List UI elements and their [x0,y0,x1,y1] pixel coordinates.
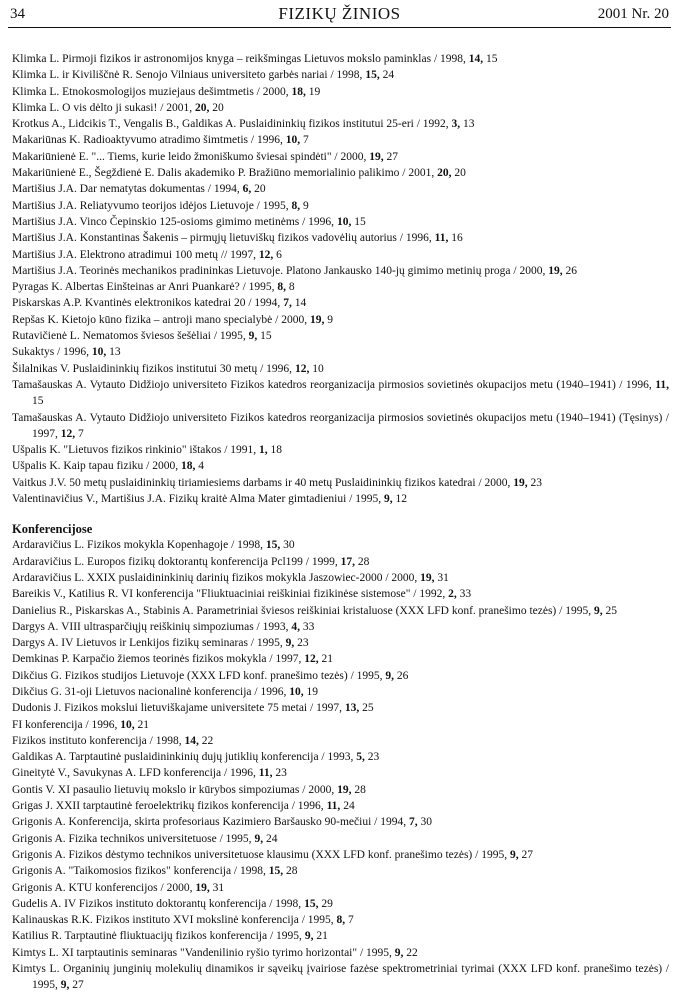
bibliography-entry [12,279,669,295]
entry-text: Grigas J. XXII tarptautinė feroelektrikų fizikos konferencija / 1996, [12,800,324,813]
journal-title: FIZIKŲ ŽINIOS [278,4,401,23]
entry-text: Krotkus A., Lidcikis T., Vengalis B., Galdikas A. Puslaidininkių fizikos institutui 25-eri / 1992, [12,118,449,131]
bibliography-entry [12,554,669,570]
issue-number: 10, [120,718,135,731]
bibliography-entry [12,312,669,328]
bibliography-entry [12,198,669,214]
issue-number: 9, [593,604,603,617]
page-ref: 15 [32,395,44,408]
bibliography-entry [12,651,669,667]
issue-number: 18, [180,460,196,473]
page-ref: 8 [286,281,295,294]
page-ref: 15 [351,215,366,228]
bibliography-entry [12,230,669,246]
page-ref: 21 [134,718,150,731]
issue-number: 19, [309,313,325,326]
entry-text: Martišius J.A. Teorinės mechanikos pradininkas Lietuvoje. Platono Jankausko 140-jų gimimo metinių proga / 2000, [12,264,546,277]
page-number: 34 [10,6,25,22]
page-ref: 21 [318,653,333,666]
bibliography-entry [12,132,669,148]
page-ref: 13 [106,346,121,359]
page-ref: 7 [300,134,309,147]
issue-number: 14, [184,734,199,747]
entry-text: Sukaktys / 1996, [12,346,89,359]
entry-text: Ardaravičius L. Fizikos mokykla Kopenhagoje / 1998, [12,539,264,552]
entry-text: Martišius J.A. Konstantinas Šakenis – pirmųjų lietuviškų fizikos vadovėlių autorius / 1996, [12,232,432,245]
entry-text: Gudelis A. IV Fizikos instituto doktorantų konferencija / 1998, [12,897,302,910]
issue-number: 11, [326,800,341,813]
entry-text: Dargys A. VIII ultrasparčiųjų reiškinių simpoziumas / 1993, [12,620,289,633]
entry-text: Dikčius G. 31-oji Lietuvos nacionalinė konferencija / 1996, [12,685,287,698]
issue-number: 19, [548,264,563,277]
entry-text: Rutavičienė L. Nematomos šviesos šešėliai / 1995, [12,330,246,343]
entry-text: Klimka L. O vis dėlto ji sukasi! / 2001, [12,101,193,114]
bibliography-entry [12,945,669,961]
bibliography-entry [12,165,669,181]
bibliography-entry [12,928,669,944]
issue-number: 19, [420,571,435,584]
entry-text: Ardaravičius L. Europos fizikų doktorantų konferencija Pcl199 / 1999, [12,555,338,568]
issue-number: 9, [304,930,314,943]
bibliography-entry [12,700,669,716]
issue-number: 5, [356,751,365,764]
issue-number: 9, [509,848,519,861]
entry-text: Grigonis A. "Taikomosios fizikos" konferencija / 1998, [12,865,266,878]
page-ref: 24 [263,832,278,845]
issue-number: 9, [60,979,70,992]
entry-text: Makariūnas K. Radioaktyvumo atradimo šimtmetis / 1996, [12,134,283,147]
entry-text: Danielius R., Piskarskas A., Stabinis A. Parametriniai šviesos reiškiniai kristaluose (XXX LFD konf. pranešimo tezės) / 1995, [12,604,592,617]
issue-number: 12, [258,248,274,261]
entry-text: Klimka L. Etnokosmologijos muziejaus dešimtmetis / 2000, [12,85,289,98]
bibliography-entry [12,149,669,165]
bibliography-entry [12,570,669,586]
bibliography-entry [12,442,669,458]
page-ref: 25 [602,604,617,617]
page-ref: 15 [257,330,272,343]
entry-text: Tamašauskas A. Vytauto Didžiojo universiteto Fizikos katedros reorganizacija pirmosios sovietinės okupacijos metu (1940–1941) / 1996, [12,378,652,391]
bibliography-entry [12,116,669,132]
page-ref: 28 [283,865,298,878]
page-ref: 23 [294,637,309,650]
entry-text: Kimtys L. Organinių junginių molekulių dinamikos ir sąveikų įvairiose fazėse spektrometriniai tyrimai (XXX LFD konf. pranešimo tezės) / 1995, [12,963,669,992]
bibliography-entry [12,831,669,847]
entry-text: Grigonis A. Fizika technikos universitetuose / 1995, [12,832,252,845]
bibliography-entry [12,586,669,602]
issue-number: 19, [337,783,352,796]
page-ref: 26 [394,669,409,682]
issue-number: 11, [655,378,669,391]
entry-text: Ardaravičius L. XXIX puslaidininkinių darinių fizikos mokykla Jaszowiec-2000 / 2000, [12,571,418,584]
bibliography-entry [12,51,669,67]
entry-text: Pyragas K. Albertas Einšteinas ar Anri Puankarė? / 1995, [12,281,275,294]
issue-number: 9, [285,637,295,650]
entry-text: Martišius J.A. Dar nematytas dokumentas / 1994, [12,183,240,196]
entry-text: Makariūnienė E., Šegždienė E. Dalis akademiko P. Bražiūno memorialinio palikimo / 2001, [12,167,435,180]
page-ref: 25 [359,702,374,715]
page-ref: 33 [456,588,472,601]
issue-number: 13, [344,702,360,715]
entry-text: Dargys A. IV Lietuvos ir Lenkijos fizikų seminaras / 1995, [12,637,283,650]
issue-number: 12, [294,362,310,375]
bibliography-entry [12,749,669,765]
issue-number: 15, [304,897,319,910]
bibliography-entry [12,328,669,344]
entry-text: Klimka L. ir Kiviliščnė R. Senojo Vilniaus universiteto garbės nariai / 1998, [12,69,363,82]
entry-text: Repšas K. Kietojo kūno fizika – antroji mano specialybė / 2000, [12,313,308,326]
bibliography-entry [12,814,669,830]
issue-number: 3, [451,118,461,131]
issue-number: 6, [242,183,252,196]
bibliography-entry [12,491,669,507]
entry-text: Grigonis A. Fizikos dėstymo technikos universitetuose klausimu (XXX LFD konf. pranešimo tezės) / 1995, [12,848,508,861]
page-ref: 7 [345,914,354,927]
entry-text: Fizikos instituto konferencija / 1998, [12,734,182,747]
entry-text: Šilalnikas V. Puslaidininkių fizikos institutui 30 metų / 1996, [12,362,293,375]
page-ref: 27 [518,848,533,861]
page-ref: 19 [305,85,321,98]
issue-label: 2001 Nr. 20 [597,6,669,22]
page-ref: 20 [451,167,466,180]
entry-text: Vaitkus J.V. 50 metų puslaidininkių tiriamiesiems darbams ir 40 metų Puslaidininkių fizikos katedrai / 2000, [12,476,511,489]
issue-number: 19, [513,476,528,489]
entry-text: Ušpalis K. "Lietuvos fizikos rinkinio" ištakos / 1991, [12,444,257,457]
issue-number: 2, [448,588,457,601]
issue-number: 7, [283,297,292,310]
entry-text: Makariūnienė E. "... Tiems, kurie leido žmoniškumo šviesai spindėti" / 2000, [12,150,367,163]
page-ref: 13 [460,118,475,131]
entry-text: Tamašauskas A. Vytauto Didžiojo universiteto Fizikos katedros reorganizacija pirmosios sovietinės okupacijos metu (1940–1941) (Tęsinys) / 1997, [12,411,669,440]
page-ref: 22 [198,734,214,747]
bibliography-entry [12,880,669,896]
bibliography-entry [12,896,669,912]
issue-number: 12, [304,653,319,666]
issue-number: 18, [291,85,306,98]
issue-number: 10, [289,685,304,698]
entry-text: Klimka L. Pirmoji fizikos ir astronomijos knyga – reikšmingas Lietuvos mokslo paminklas / 1998, [12,53,466,65]
entry-text: Galdikas A. Tarptautinė puslaidininkinių dujų jutiklių konferencija / 1993, [12,751,354,764]
page-ref: 22 [403,946,418,959]
entry-text: Katilius R. Tarptautinė fliuktuacijų fizikos konferencija / 1995, [12,930,302,943]
issue-number: 12, [60,427,76,440]
page-ref: 23 [527,476,543,489]
issue-number: 4, [291,620,300,633]
entry-text: Martišius J.A. Elektrono atradimui 100 metų // 1997, [12,248,257,261]
page-ref: 19 [303,685,318,698]
issue-number: 11, [434,232,449,245]
page-ref: 30 [280,539,295,552]
entry-text: Dikčius G. Fizikos studijos Lietuvoje (XXX LFD konf. pranešimo tezės) / 1995, [12,669,383,682]
issue-number: 10, [336,215,352,228]
issue-number: 7, [408,816,418,829]
page-ref: 30 [417,816,432,829]
entry-text: Piskarskas A.P. Kvantinės elektronikos katedrai 20 / 1994, [12,297,281,310]
page-ref: 16 [448,232,463,245]
page-ref: 21 [313,930,328,943]
issue-number: 8, [336,914,346,927]
bibliography-entry [12,100,669,116]
bibliography-entry [12,619,669,635]
page-ref: 12 [392,493,408,506]
page-ref: 7 [75,427,84,440]
issue-number: 10, [285,134,301,147]
bibliography-entry [12,847,669,863]
page-header [10,4,669,26]
section-heading: Konferencijose [12,522,93,537]
page-ref: 28 [351,783,366,796]
page-ref: 28 [355,555,370,568]
entry-text: Gineitytė V., Savukynas A. LFD konferencija / 1996, [12,767,256,780]
entry-text: Valentinavičius V., Martišius J.A. Fizikų kraitė Alma Mater gimtadieniui / 1995, [12,493,382,506]
entry-text: Martišius J.A. Vinco Čepinskio 125-osioms gimimo metinėms / 1996, [12,215,335,228]
page-ref: 24 [379,69,395,82]
page-ref: 27 [383,150,398,163]
header-rule [8,27,671,28]
entry-text: Kimtys L. XI tarptautinis seminaras "Vandenilinio ryšio tyrimo horizontai" / 1995, [12,946,392,959]
issue-number: 11, [258,767,273,780]
entry-text: Grigonis A. Konferencija, skirta profesoriaus Kazimiero Baršausko 90-mečiui / 1994, [12,816,407,829]
issue-number: 15, [268,865,284,878]
page-ref: 24 [340,800,355,813]
bibliography-entry [12,717,669,733]
entry-text: Gontis V. XI pasaulio lietuvių mokslo ir kūrybos simpoziumas / 2000, [12,783,335,796]
issue-number: 1, [259,444,268,457]
bibliography-entry [12,668,669,684]
entry-text: Kalinauskas R.K. Fizikos instituto XVI mokslinė konferencija / 1995, [12,914,334,927]
bibliography-entry [12,295,669,311]
entry-text: Bareikis V., Katilius R. VI konferencija "Fliuktuaciniai reiškiniai fizikinėse sistemose" / 1992, [12,588,446,601]
bibliography-entry [12,798,669,814]
page-ref: 33 [300,620,315,633]
bibliography-entry [12,684,669,700]
issue-number: 9, [248,330,258,343]
page-ref: 4 [195,460,204,473]
bibliography-entry [12,765,669,781]
bibliography-entry [12,733,669,749]
page-ref: 27 [69,979,84,992]
bibliography-entry [12,410,669,443]
issue-number: 14, [468,53,484,65]
issue-number: 19, [369,150,384,163]
bibliography-entry [12,344,669,360]
issue-number: 15, [365,69,380,82]
page-ref: 23 [364,751,380,764]
page-ref: 9 [324,313,333,326]
page-ref: 6 [273,248,282,261]
page-ref: 18 [267,444,283,457]
issue-number: 20, [437,167,452,180]
page-ref: 14 [291,297,307,310]
issue-number: 9, [254,832,264,845]
bibliography-entry [12,181,669,197]
page-ref: 29 [318,897,333,910]
bibliography-entry [12,863,669,879]
bibliography-entry [12,635,669,651]
bibliography-list [12,51,669,994]
entry-text: Ušpalis K. Kaip tapau fiziku / 2000, [12,460,179,473]
bibliography-entry [12,377,669,410]
bibliography-entry [12,84,669,100]
bibliography-entry [12,603,669,619]
page-ref: 31 [209,881,225,894]
entry-text: Martišius J.A. Reliatyvumo teorijos idėjos Lietuvoje / 1995, [12,199,289,212]
issue-number: 9, [394,946,404,959]
bibliography-entry [12,961,669,994]
page-ref: 31 [434,571,449,584]
bibliography-entry [12,67,669,83]
entry-text: Grigonis A. KTU konferencijos / 2000, [12,881,193,894]
page-ref: 10 [309,362,324,375]
bibliography-entry [12,214,669,230]
bibliography-entry [12,475,669,491]
bibliography-entry [12,458,669,474]
issue-number: 17, [340,555,356,568]
bibliography-entry [12,361,669,377]
issue-number: 19, [195,881,210,894]
bibliography-entry [12,782,669,798]
bibliography-entry [12,537,669,553]
page-ref: 15 [483,53,498,65]
issue-number: 20, [195,101,210,114]
issue-number: 15, [265,539,281,552]
page-ref: 9 [300,199,309,212]
issue-number: 10, [91,346,107,359]
bibliography-entry [12,247,669,263]
issue-number: 9, [384,493,393,506]
issue-number: 8, [277,281,287,294]
issue-number: 9, [385,669,395,682]
bibliography-entry [12,263,669,279]
entry-text: FI konferencija / 1996, [12,718,118,731]
page-ref: 20 [209,101,224,114]
entry-text: Dudonis J. Fizikos mokslui lietuviškajame universitete 75 metai / 1997, [12,702,342,715]
page-ref: 26 [562,264,577,277]
page-ref: 23 [272,767,287,780]
entry-text: Demkinas P. Karpačio žiemos teorinės fizikos mokykla / 1997, [12,653,302,666]
issue-number: 8, [291,199,301,212]
page-ref: 20 [251,183,266,196]
bibliography-entry [12,912,669,928]
